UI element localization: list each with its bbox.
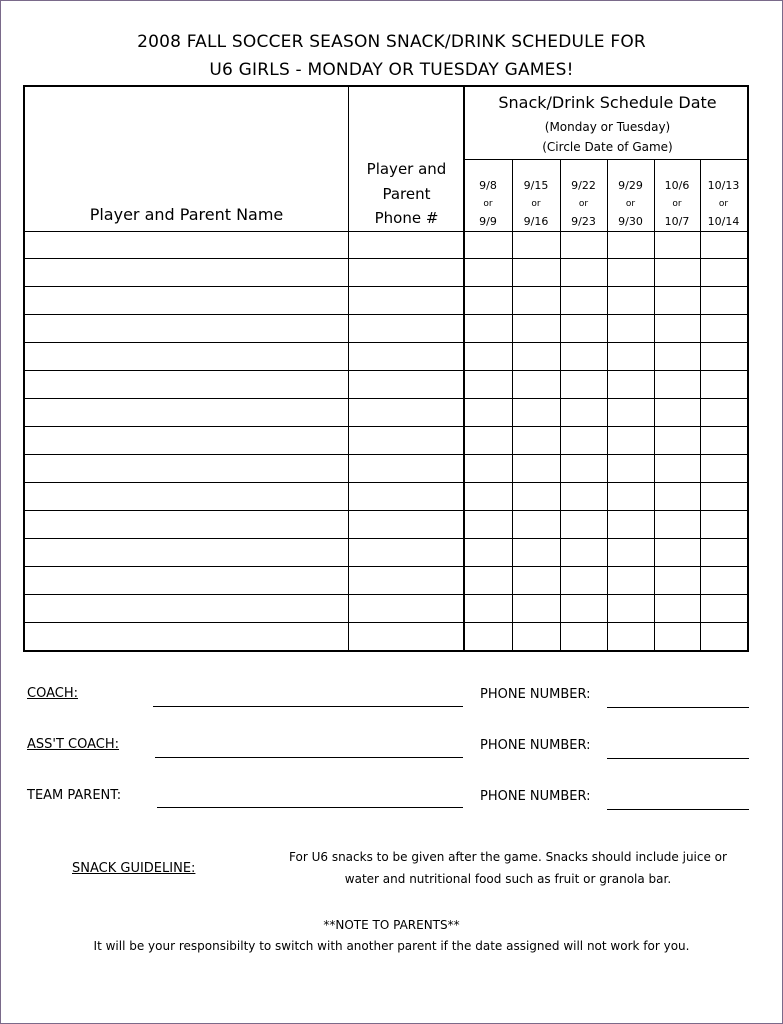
name-cell[interactable] [26, 455, 347, 481]
date-or-label: or [672, 199, 682, 209]
date-or-label: or [718, 199, 729, 209]
date-cell[interactable] [608, 539, 653, 565]
date-cell[interactable] [561, 567, 606, 593]
phone-cell[interactable] [349, 400, 463, 426]
date-cell[interactable] [561, 260, 606, 286]
phone-header-line-3: Phone # [374, 209, 439, 227]
date-option-second[interactable]: 9/16 [523, 215, 549, 228]
phone-column-header [350, 157, 463, 231]
phone-cell[interactable] [349, 344, 463, 370]
date-cell[interactable] [655, 623, 699, 649]
snack-guideline-text [268, 846, 748, 890]
name-cell[interactable] [26, 595, 347, 621]
date-cell[interactable] [655, 455, 699, 481]
phone-cell[interactable] [349, 455, 463, 481]
date-cell[interactable] [561, 455, 606, 481]
date-column-header [464, 177, 512, 231]
date-option-second[interactable]: 9/30 [618, 215, 643, 228]
date-cell[interactable] [561, 595, 606, 621]
date-cell[interactable] [561, 400, 606, 426]
date-cell[interactable] [465, 400, 511, 426]
date-cell[interactable] [561, 428, 606, 454]
date-cell[interactable] [465, 511, 511, 537]
date-cell[interactable] [513, 511, 559, 537]
note-text: It will be your responsibilty to switch with another parent if the date assigned will not work for you. [93, 939, 690, 953]
date-cell[interactable] [701, 539, 746, 565]
date-column-header [607, 177, 654, 231]
date-option-second[interactable]: 10/14 [707, 215, 740, 228]
date-cell[interactable] [561, 288, 606, 314]
date-option-first[interactable]: 9/15 [523, 179, 549, 192]
date-option-second[interactable]: 10/7 [664, 215, 690, 228]
date-or-label: or [531, 199, 541, 209]
date-cell[interactable] [513, 288, 559, 314]
date-cell[interactable] [561, 623, 606, 649]
date-cell[interactable] [701, 483, 746, 509]
coach-label: COACH: [27, 686, 78, 701]
phone-cell[interactable] [349, 539, 463, 565]
date-column-header [512, 177, 560, 231]
date-cell[interactable] [655, 483, 699, 509]
asst-coach-line[interactable] [155, 757, 463, 758]
date-cell[interactable] [655, 288, 699, 314]
date-cell[interactable] [655, 567, 699, 593]
date-cell[interactable] [513, 400, 559, 426]
date-cell[interactable] [465, 483, 511, 509]
date-cell[interactable] [513, 316, 559, 342]
date-cell[interactable] [465, 428, 511, 454]
date-option-first[interactable]: 10/13 [707, 179, 740, 192]
date-cell[interactable] [608, 232, 653, 258]
team-parent-line[interactable] [157, 807, 463, 808]
date-cell[interactable] [655, 344, 699, 370]
note-title: **NOTE TO PARENTS** [323, 918, 460, 932]
team-parent-phone-line[interactable] [607, 809, 749, 810]
page-title-line-1: 2008 FALL SOCCER SEASON SNACK/DRINK SCHEDULE FOR [137, 32, 646, 52]
schedule-table [23, 85, 749, 652]
date-cell[interactable] [465, 567, 511, 593]
asst-coach-phone-line[interactable] [607, 758, 749, 759]
asst-coach-phone-label: PHONE NUMBER: [480, 738, 591, 753]
date-option-second[interactable]: 9/9 [479, 215, 497, 228]
snack-guideline-line-2: water and nutritional food such as fruit or granola bar. [344, 872, 672, 886]
date-cell[interactable] [655, 232, 699, 258]
date-cell[interactable] [513, 623, 559, 649]
date-cell[interactable] [561, 511, 606, 537]
date-option-first[interactable]: 9/8 [479, 179, 497, 192]
name-cell[interactable] [26, 567, 347, 593]
date-cell[interactable] [608, 567, 653, 593]
date-cell[interactable] [701, 372, 746, 398]
snack-schedule-subtitle-1: (Monday or Tuesday) [544, 120, 671, 134]
date-cell[interactable] [513, 344, 559, 370]
date-cell[interactable] [465, 344, 511, 370]
date-cell[interactable] [513, 428, 559, 454]
date-cell[interactable] [608, 288, 653, 314]
phone-cell[interactable] [349, 372, 463, 398]
name-cell[interactable] [26, 316, 347, 342]
name-cell[interactable] [26, 372, 347, 398]
date-cell[interactable] [561, 232, 606, 258]
date-cell[interactable] [513, 483, 559, 509]
name-cell[interactable] [26, 344, 347, 370]
date-cell[interactable] [561, 316, 606, 342]
date-column-header [700, 177, 747, 231]
date-cell[interactable] [655, 595, 699, 621]
snack-guideline-line-1: For U6 snacks to be given after the game. Snacks should include juice or [289, 850, 727, 864]
date-column-header [560, 177, 607, 231]
date-cell[interactable] [608, 400, 653, 426]
date-or-label: or [578, 199, 589, 209]
date-cell[interactable] [608, 372, 653, 398]
date-cell[interactable] [701, 344, 746, 370]
date-cell[interactable] [608, 511, 653, 537]
date-cell[interactable] [465, 539, 511, 565]
date-cell[interactable] [513, 372, 559, 398]
date-cell[interactable] [701, 623, 746, 649]
name-cell[interactable] [26, 288, 347, 314]
name-cell[interactable] [26, 623, 347, 649]
date-cell[interactable] [701, 595, 746, 621]
date-cell[interactable] [561, 344, 606, 370]
coach-phone-label: PHONE NUMBER: [480, 687, 591, 702]
snack-schedule-header: Snack/Drink Schedule Date [498, 93, 717, 112]
date-cell[interactable] [701, 428, 746, 454]
phone-cell[interactable] [349, 483, 463, 509]
phone-cell[interactable] [349, 623, 463, 649]
date-cell[interactable] [513, 260, 559, 286]
date-cell[interactable] [608, 260, 653, 286]
date-cell[interactable] [608, 316, 653, 342]
team-parent-label: TEAM PARENT: [27, 788, 122, 803]
date-option-second[interactable]: 9/23 [571, 215, 596, 228]
date-cell[interactable] [513, 595, 559, 621]
date-cell[interactable] [701, 400, 746, 426]
date-cell[interactable] [701, 288, 746, 314]
phone-header-line-2: Parent [382, 184, 431, 203]
date-cell[interactable] [513, 455, 559, 481]
date-cell[interactable] [608, 623, 653, 649]
date-cell[interactable] [701, 316, 746, 342]
date-cell[interactable] [655, 316, 699, 342]
date-cell[interactable] [701, 232, 746, 258]
phone-cell[interactable] [349, 567, 463, 593]
date-cell[interactable] [655, 428, 699, 454]
date-cell[interactable] [465, 455, 511, 481]
name-cell[interactable] [26, 428, 347, 454]
date-cell[interactable] [561, 483, 606, 509]
phone-cell[interactable] [349, 428, 463, 454]
phone-cell[interactable] [349, 232, 463, 258]
date-cell[interactable] [701, 567, 746, 593]
date-option-first[interactable]: 9/22 [571, 179, 596, 192]
snack-schedule-subtitle-2: (Circle Date of Game) [542, 140, 673, 154]
date-cell[interactable] [655, 539, 699, 565]
date-cell[interactable] [465, 316, 511, 342]
date-cell[interactable] [655, 260, 699, 286]
date-cell[interactable] [655, 511, 699, 537]
date-cell[interactable] [513, 567, 559, 593]
date-cell[interactable] [465, 623, 511, 649]
date-or-label: or [625, 199, 636, 209]
name-cell[interactable] [26, 400, 347, 426]
date-cell[interactable] [608, 595, 653, 621]
date-cell[interactable] [465, 595, 511, 621]
coach-phone-line[interactable] [607, 707, 749, 708]
date-cell[interactable] [701, 511, 746, 537]
date-cell[interactable] [513, 232, 559, 258]
coach-line[interactable] [153, 706, 463, 707]
phone-cell[interactable] [349, 288, 463, 314]
asst-coach-label: ASS'T COACH: [27, 737, 120, 752]
date-column-header [654, 177, 700, 231]
date-cell[interactable] [608, 344, 653, 370]
date-or-label: or [483, 199, 493, 209]
date-cell[interactable] [608, 455, 653, 481]
name-cell[interactable] [26, 260, 347, 286]
page-title-line-2: U6 GIRLS - MONDAY OR TUESDAY GAMES! [209, 60, 574, 80]
date-cell[interactable] [465, 260, 511, 286]
name-column-header: Player and Parent Name [89, 205, 284, 224]
date-cell[interactable] [608, 428, 653, 454]
date-cell[interactable] [561, 539, 606, 565]
date-cell[interactable] [655, 372, 699, 398]
date-cell[interactable] [701, 260, 746, 286]
name-cell[interactable] [26, 232, 347, 258]
phone-cell[interactable] [349, 511, 463, 537]
date-cell[interactable] [701, 455, 746, 481]
phone-cell[interactable] [349, 260, 463, 286]
table-horizontal-rule [464, 159, 747, 160]
date-cell[interactable] [465, 232, 511, 258]
phone-header-line-1: Player and [366, 160, 447, 178]
date-cell[interactable] [465, 288, 511, 314]
snack-guideline-label: SNACK GUIDELINE: [72, 861, 196, 876]
phone-cell[interactable] [349, 316, 463, 342]
date-cell[interactable] [608, 483, 653, 509]
date-cell[interactable] [465, 372, 511, 398]
team-parent-phone-label: PHONE NUMBER: [480, 789, 591, 804]
date-cell[interactable] [655, 400, 699, 426]
date-cell[interactable] [513, 539, 559, 565]
phone-cell[interactable] [349, 595, 463, 621]
name-cell[interactable] [26, 511, 347, 537]
date-option-first[interactable]: 9/29 [618, 179, 643, 192]
date-option-first[interactable]: 10/6 [664, 179, 690, 192]
name-cell[interactable] [26, 539, 347, 565]
date-cell[interactable] [561, 372, 606, 398]
name-cell[interactable] [26, 483, 347, 509]
